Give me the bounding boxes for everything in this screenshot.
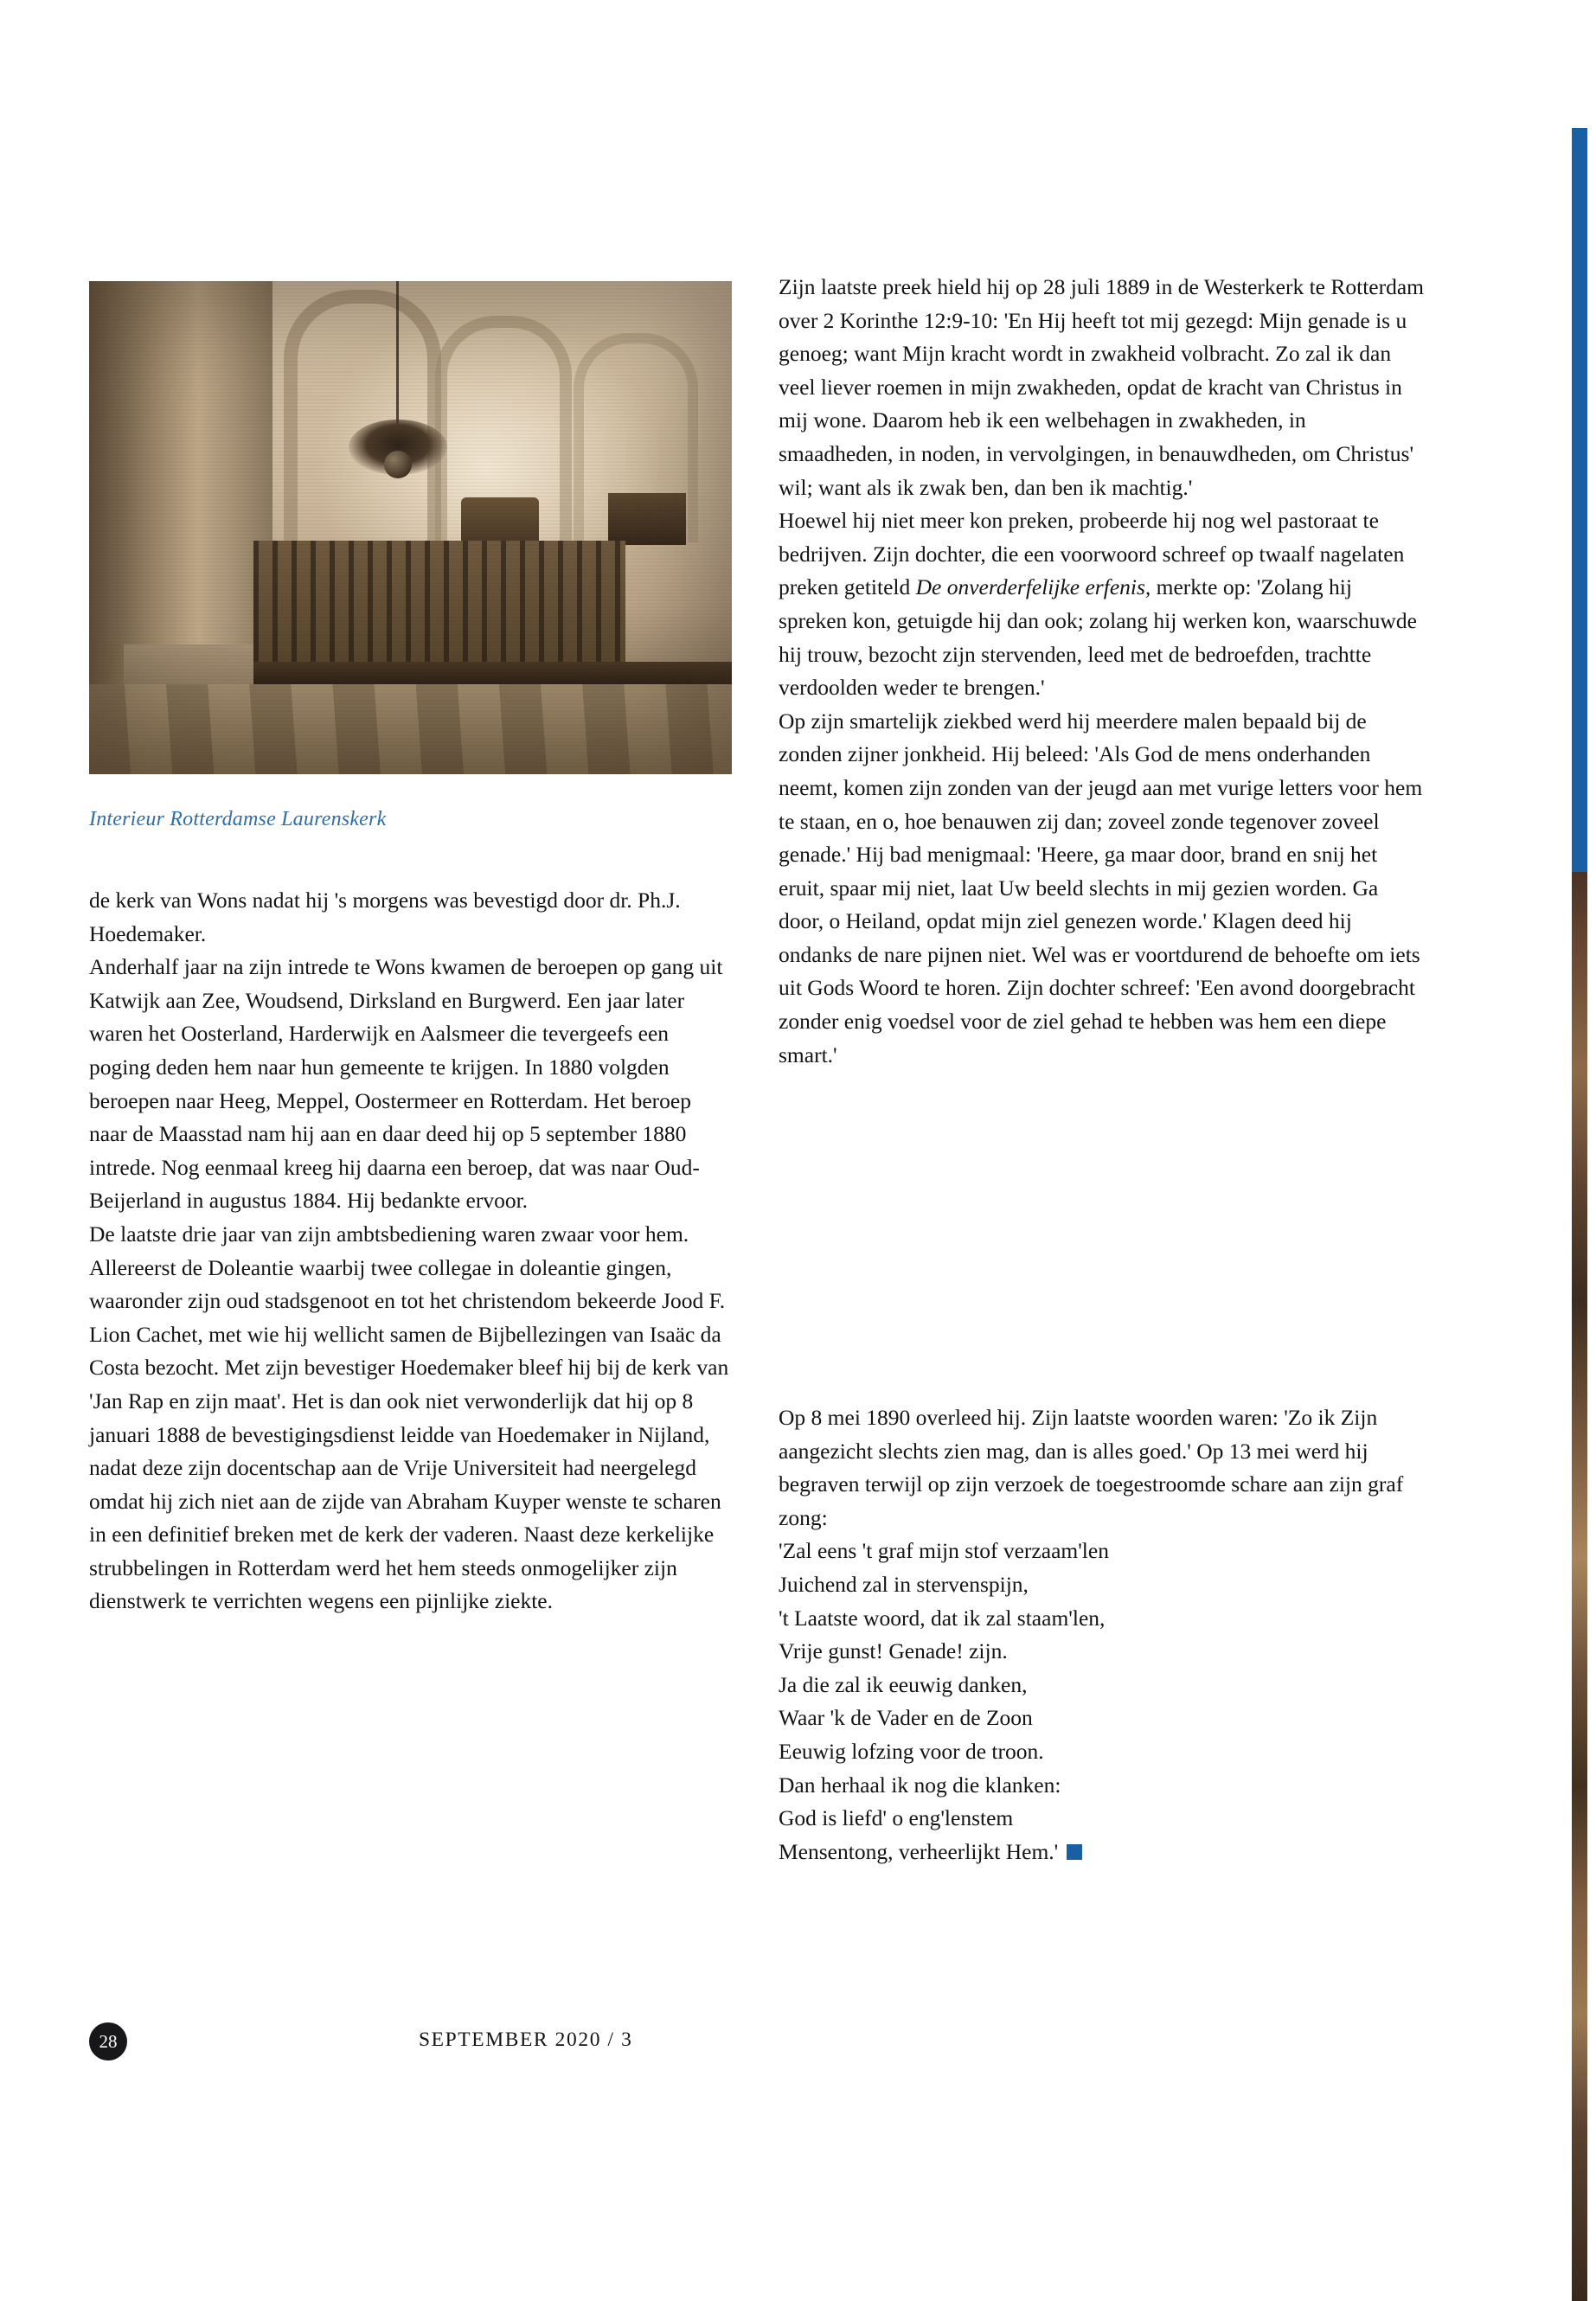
paragraph-last-sermon: Zijn laatste preek hield hij op 28 juli 1889 in de Westerkerk te Rotterdam over 2 Korinthe 12:9-10: 'En Hij heeft tot mij gezegd: Mijn genade is u genoeg; want Mijn kracht wordt in zwakheid volbracht. Zo zal ik dan veel liever roemen in mijn zwakheden, opdat de kracht van Christus in mij wone. Daarom heb ik een welbehagen in zwakheden, in smaadheden, in noden, in vervolgingen, in benauwdheden, om Christus' wil; want als ik zwak ben, dan ben ik machtig.' [779, 274, 1424, 500]
church-interior-figure [89, 281, 732, 774]
verse-line: Vrije gunst! Genade! zijn. [779, 1638, 1008, 1664]
paragraph: De laatste drie jaar van zijn ambtsbediening waren zwaar voor hem. Allereerst de Doleantie waarbij twee collegae in doleantie gingen, waaronder zijn oud stadsgenoot en tot het christendom bekeerde Jood F. Lion Cachet, met wie hij wellicht samen de Bijbellezingen van Isaäc da Costa bezocht. Met zijn bevestiger Hoedemaker bleef hij bij de kerk van 'Jan Rap en zijn maat'. Het is dan ook niet verwonderlijk dat hij op 8 januari 1888 de bevestigingsdienst leidde van Hoedemaker in Nijland, nadat deze zijn docentschap aan de Vrije Universiteit had neergelegd omdat hij zich niet aan de zijde van Abraham Kuyper wenste te scharen in een definitief breken met de kerk der vaderen. Naast deze kerkelijke strubbelingen in Rotterdam werd het hem steeds onmogelijker zijn dienstwerk te verrichten wegens een pijnlijke ziekte. [89, 1221, 729, 1614]
verse-line: Eeuwig lofzing voor de troon. [779, 1738, 1044, 1764]
page-number-badge: 28 [89, 2022, 127, 2061]
paragraph-death: Op 8 mei 1890 overleed hij. Zijn laatste woorden waren: 'Zo ik Zijn aangezicht slechts zien mag, dan is alles goed.' Op 13 mei werd hij begraven terwijl op zijn verzoek de toegestroomde schare aan zijn graf zong: [779, 1405, 1404, 1530]
end-of-article-mark [1067, 1844, 1082, 1860]
paragraph-part-2: merkte op: 'Zolang hij spreken kon, getuigde hij dan ook; zolang hij werken kon, waarschuwde hij trouw, bezocht zijn stervenden, leed met de bedroefden, trachtte verdoolden weder te brengen.' [779, 574, 1417, 701]
paragraph-sickbed: Op zijn smartelijk ziekbed werd hij meerdere malen bepaald bij de zonden zijner jonkheid. Hij beleed: 'Als God de mens onderhanden neemt, komen zijn zonden van der jeugd aan met vurige letters voor hem te staan, en o, hoe benauwen zij dan; zoveel zonde tegenover zoveel genade.' Hij bad menigmaal: 'Heere, ga maar door, brand en snij het eruit, spaar mij niet, laat Uw beeld slechts in mij gezien worden. Ga door, o Heiland, opdat mijn ziel genezen worde.' Klagen deed hij ondanks de nare pijnen niet. Wel was er voortdurend de behoefte om iets uit Gods Woord te horen. Zijn dochter schreef: 'Een avond doorgebracht zonder enig voedsel voor de ziel gehad te hebben was hem een diepe smart.' [779, 708, 1423, 1067]
edge-white-top [1572, 0, 1596, 128]
paragraph-part-1: Hoewel hij niet meer kon preken, probeerde hij nog wel pastoraat te bedrijven. Zijn dochter, die een voorwoord schreef op twaalf nagelaten preken getiteld [779, 508, 1405, 600]
paragraph: de kerk van Wons nadat hij 's morgens was bevestigd door dr. Ph.J. Hoedemaker. [89, 888, 681, 946]
verse-line: God is liefd' o eng'lenstem [779, 1805, 1014, 1831]
verse-line-text: Mensentong, verheerlijkt Hem.' [779, 1838, 1059, 1864]
photo-vignette [89, 281, 732, 774]
verse-line: Waar 'k de Vader en de Zoon [779, 1705, 1033, 1731]
verse-line: 't Laatste woord, dat ik zal staam'len, [779, 1605, 1106, 1631]
edge-blue-band [1572, 128, 1587, 872]
verse-line: Ja die zal ik eeuwig danken, [779, 1671, 1028, 1697]
book-title: De onverderfelijke erfenis, [915, 574, 1151, 600]
verse-line: 'Zal eens 't graf mijn stof verzaam'len [779, 1538, 1109, 1564]
paragraph: Anderhalf jaar na zijn intrede te Wons kwamen de beroepen op gang uit Katwijk aan Zee, Woudsend, Dirksland en Burgwerd. Een jaar later waren het Oosterland, Harderwijk en Aalsmeer die tevergeefs een poging deden hem naar hun gemeente te krijgen. In 1880 volgden beroepen naar Heeg, Meppel, Oostermeer en Rotterdam. Het beroep naar de Maasstad nam hij aan en daar deed hij op 5 september 1880 intrede. Nog eenmaal kreeg hij daarna een beroep, dat was naar Oud-Beijerland in augustus 1884. Hij bedankte ervoor. [89, 954, 723, 1214]
paragraph-pastoral-work [779, 504, 1424, 705]
verse-line-final [779, 1836, 1424, 1869]
edge-photo-band [1572, 872, 1587, 2301]
right-column-top [779, 271, 1424, 1072]
left-column [89, 884, 731, 1618]
right-column-bottom [779, 1401, 1424, 1868]
church-interior-photo [89, 281, 732, 774]
verse-line: Dan herhaal ik nog die klanken: [779, 1772, 1061, 1798]
issue-footer: SEPTEMBER 2020 / 3 [419, 2029, 633, 2051]
figure-caption: Interieur Rotterdamse Laurenskerk [89, 808, 387, 830]
page-edge-strip [1572, 0, 1596, 2301]
verse-line: Juichend zal in stervenspijn, [779, 1571, 1029, 1597]
